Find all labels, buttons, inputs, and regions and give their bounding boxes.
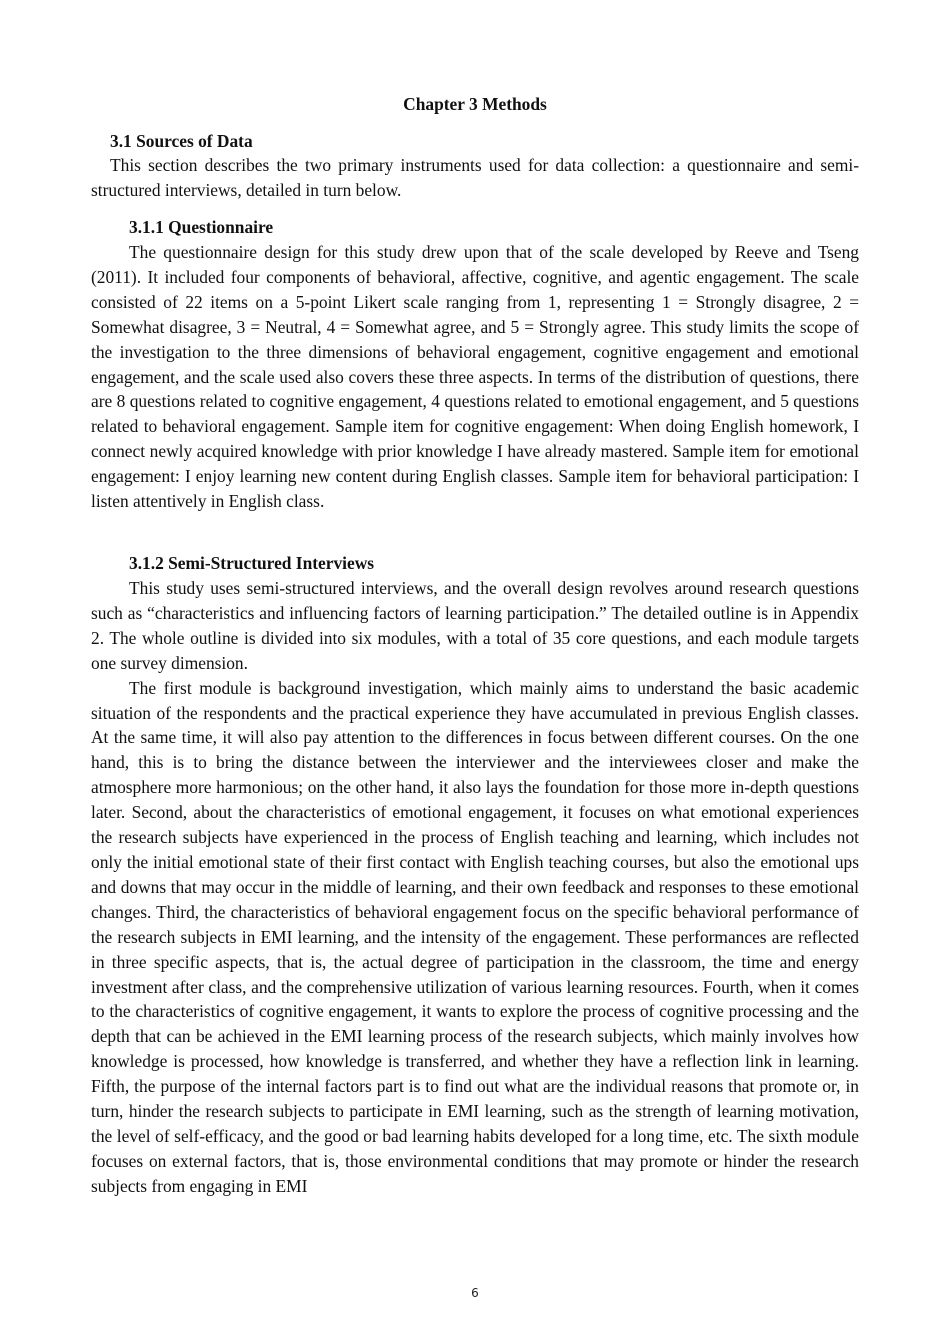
subsection-heading-questionnaire: 3.1.1 Questionnaire xyxy=(129,217,274,237)
section-intro-paragraph: This section describes the two primary instruments used for data collection: a questionnaire and semi-structured interviews, detailed in turn below. xyxy=(91,155,859,200)
chapter-title: Chapter 3 Methods xyxy=(403,94,547,114)
section-heading-3-1: 3.1 Sources of Data xyxy=(110,131,253,151)
page-number: 6 xyxy=(471,1286,479,1300)
questionnaire-paragraph: The questionnaire design for this study drew upon that of the scale developed by Reeve and Tseng (2011). It included four components of behavioral, affective, cognitive, and agentic engagement. The scale consisted of 22 items on a 5-point Likert scale ranging from 1, representing 1 = Strongly disagree, 2 = Somewhat disagree, 3 = Neutral, 4 = Somewhat agree, and 5 = Strongly agree. This study limits the scope of the investigation to the three dimensions of behavioral engagement, cognitive engagement and emotional engagement, and the scale used also covers these three aspects. In terms of the distribution of questions, there are 8 questions related to cognitive engagement, 4 questions related to emotional engagement, and 5 questions related to behavioral engagement. Sample item for cognitive engagement: When doing English homework, I connect newly acquired knowledge with prior knowledge I have already mastered. Sample item for emotional engagement: I enjoy learning new content during English classes. Sample item for behavioral participation: I listen attentively in English class. xyxy=(91,242,859,512)
interviews-paragraph-2: The first module is background investigation, which mainly aims to understand the basic academic situation of the respondents and the practical experience they have accumulated in previous English classes. At the same time, it will also pay attention to the differences in focus between different courses. On the one hand, this is to bring the distance between the interviewer and the interviewees closer and make the atmosphere more harmonious; on the other hand, it also lays the foundation for those more in-depth questions later. Second, about the characteristics of emotional engagement, it focuses on what emotional experiences the research subjects have experienced in the process of English teaching and learning, which includes not only the initial emotional state of their first contact with English teaching courses, but also the emotional ups and downs that may occur in the middle of learning, and their own feedback and responses to these emotional changes. Third, the characteristics of behavioral engagement focus on the specific behavioral performance of the research subjects in EMI learning, and the intensity of the engagement. These performances are reflected in three specific aspects, that is, the actual degree of participation in the classroom, the time and energy investment after class, and the comprehensive utilization of various learning resources. Fourth, when it comes to the characteristics of cognitive engagement, it wants to explore the process of cognitive processing and the depth that can be achieved in the EMI learning process of the research subjects, which mainly involves how knowledge is processed, how knowledge is transferred, and whether they have a reflection link in learning. Fifth, the purpose of the internal factors part is to find out what are the individual reasons that promote or, in turn, hinder the research subjects to participate in EMI learning, such as the strength of learning motivation, the level of self-efficacy, and the good or bad learning habits developed for a long time, etc. The sixth module focuses on external factors, that is, those environmental conditions that may promote or hinder the research subjects from engaging in EMI xyxy=(91,677,859,1196)
questionnaire-block xyxy=(91,240,859,514)
interviews-paragraph-1: This study uses semi-structured interviews, and the overall design revolves around research questions such as “characteristics and influencing factors of learning participation.” The detailed outline is in Appendix 2. The whole outline is divided into six modules, with a total of 35 core questions, and each module targets one survey dimension. xyxy=(91,578,859,673)
section-intro-block xyxy=(91,153,859,203)
interviews-block xyxy=(91,576,859,1199)
subsection-heading-interviews: 3.1.2 Semi-Structured Interviews xyxy=(129,553,375,573)
